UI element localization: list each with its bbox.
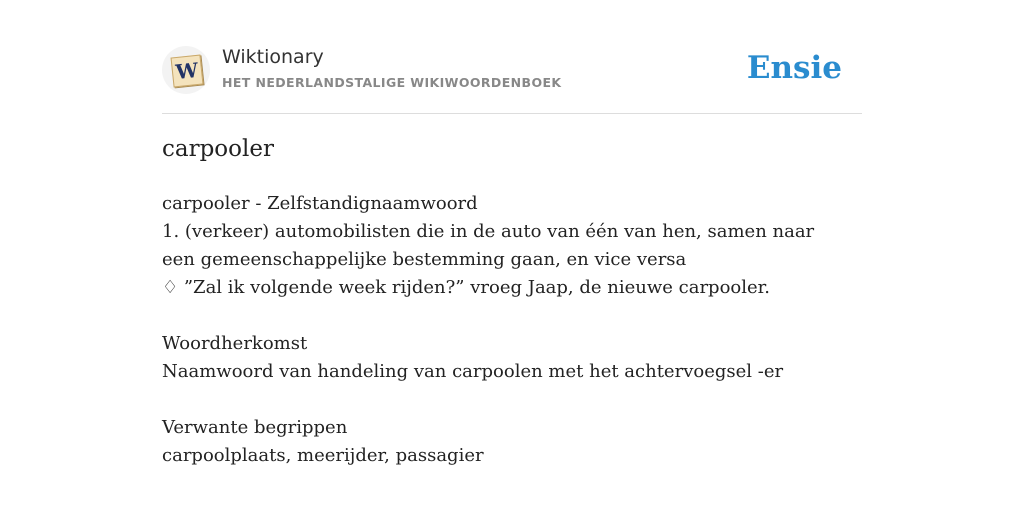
wiktionary-logo-icon[interactable] (162, 46, 210, 94)
headword: carpooler - Zelfstandignaamwoord (162, 193, 478, 214)
page-container (162, 0, 862, 466)
spacer (162, 302, 852, 330)
ensie-brand-link[interactable]: Ensie (746, 50, 842, 86)
site-tagline: HET NEDERLANDSTALIGE WIKIWOORDENBOEK (222, 75, 562, 90)
site-header (162, 0, 862, 114)
site-name[interactable]: Wiktionary (222, 46, 324, 68)
etymology-heading: Woordherkomst (162, 333, 308, 354)
page-title: carpooler (162, 136, 274, 162)
related-heading: Verwante begrippen (162, 417, 348, 438)
definition: 1. (verkeer) automobilisten die in de auto van één van hen, samen naar een gemeenschappelijke bestemming gaan, en vice versa (162, 221, 815, 270)
related-terms: carpoolplaats, meerijder, passagier (162, 445, 484, 466)
logo-letter: W (171, 55, 204, 88)
etymology-text: Naamwoord van handeling van carpoolen met het achtervoegsel -er (162, 361, 784, 382)
entry-content (162, 190, 852, 470)
example-sentence: ♢ ”Zal ik volgende week rijden?” vroeg Jaap, de nieuwe carpooler. (162, 277, 771, 298)
spacer (162, 386, 852, 414)
